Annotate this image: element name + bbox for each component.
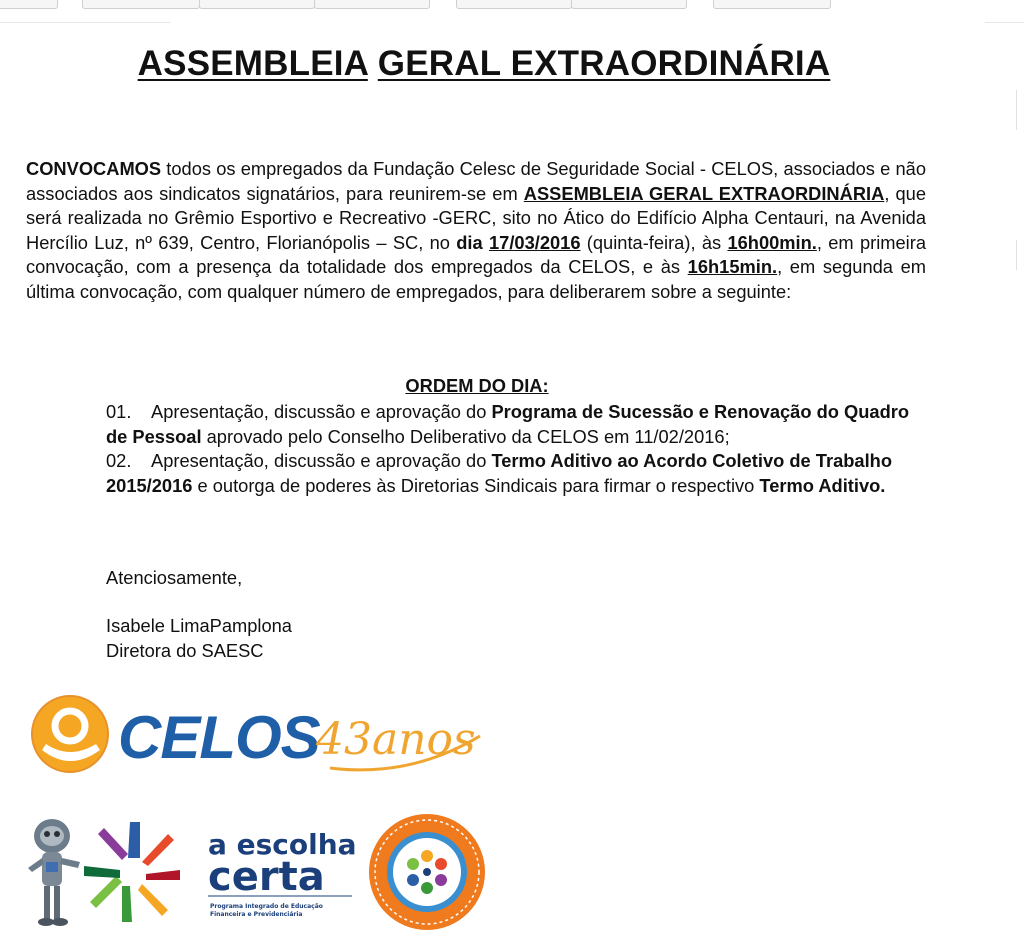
celos-emblem-icon [32,696,108,772]
toolbar-button[interactable] [199,0,315,9]
agenda-bold: Programa de Sucessão e Renovação do Quadro de Pessoal [106,401,910,447]
divider [1016,240,1017,270]
escolha-line2: certa [208,854,325,900]
top-toolbar [0,0,1024,12]
agenda-bold: Termo Aditivo ao Acordo Coletivo de Trabalho 2015/2016 [106,450,892,496]
escolha-line1: a escolha [208,828,357,861]
toolbar-button[interactable] [713,0,831,9]
intro-text: , em primeira convocação, com a presença da totalidade dos empregados da CELOS, e às [26,231,926,278]
agenda-item [106,400,926,449]
meeting-date: 17/03/2016 [489,231,581,253]
closing: Atenciosamente, [106,567,243,588]
agenda-number: 02. [106,450,132,472]
escolha-sub1: Programa Integrado de Educação [210,903,323,910]
page-title [0,44,968,84]
signatory-name: Isabele LimaPamplona [106,615,292,636]
agenda-text: Apresentação, discussão e aprovação do [151,450,492,472]
hands-icon [84,822,180,922]
celos-anniversary: 43anos [316,714,476,765]
intro-paragraph [26,157,926,305]
second-call-time: 16h15min. [687,256,778,278]
agenda-text: e outorga de poderes às Diretorias Sindicais para firmar o respectivo [192,474,760,496]
intro-dia: dia [456,231,483,253]
signature-block [106,614,292,663]
intro-assembly: ASSEMBLEIA GERAL EXTRAORDINÁRIA [523,182,885,204]
signatory-role: Diretora do SAESC [106,639,264,661]
toolbar-button[interactable] [82,0,200,9]
agenda-list [106,400,926,498]
agenda-bold: Termo Aditivo. [759,474,886,496]
agenda-number: 01. [106,401,132,422]
divider [1016,90,1017,130]
divider [985,22,1024,23]
title-part-2: GERAL EXTRAORDINÁRIA [377,44,831,83]
premio-seal-icon [369,814,485,930]
toolbar-button[interactable] [314,0,430,9]
title-part-1: ASSEMBLEIA [137,44,368,83]
toolbar-button[interactable] [571,0,687,9]
divider [0,22,170,23]
agenda-title: ORDEM DO DIA: [405,375,549,396]
intro-text: (quinta-feira), às [580,231,728,253]
agenda-item [106,449,926,498]
first-call-time: 16h00min. [727,231,817,253]
agenda-text: Apresentação, discussão e aprovação do [151,401,492,422]
toolbar-button[interactable] [0,0,58,9]
intro-lead: CONVOCAMOS [26,158,162,179]
bottom-logos [22,812,492,937]
toolbar-button[interactable] [456,0,572,9]
celos-wordmark: CELOS [118,704,320,771]
agenda-text: aprovado pelo Conselho Deliberativo da CELOS em 11/02/2016; [201,425,730,447]
intro-text: , que será realizada no Grêmio Esportivo e Recreativo -GERC, sito no Ático do Edifício Alpha Centauri, na Avenida Hercílio Luz, nº 639, Centro, Florianópolis – SC, no [26,182,926,253]
intro-text: , em segunda em última convocação, com qualquer número de empregados, para deliberarem sobre a seguinte: [26,256,926,302]
celos-logo [30,688,500,788]
robot-mascot-icon [28,819,80,926]
escolha-sub2: Financeira e Previdenciária [210,911,303,918]
intro-text: todos os empregados da Fundação Celesc de Seguridade Social - CELOS, associados e não associados aos sindicatos signatários, para reunirem-se em [26,158,926,204]
